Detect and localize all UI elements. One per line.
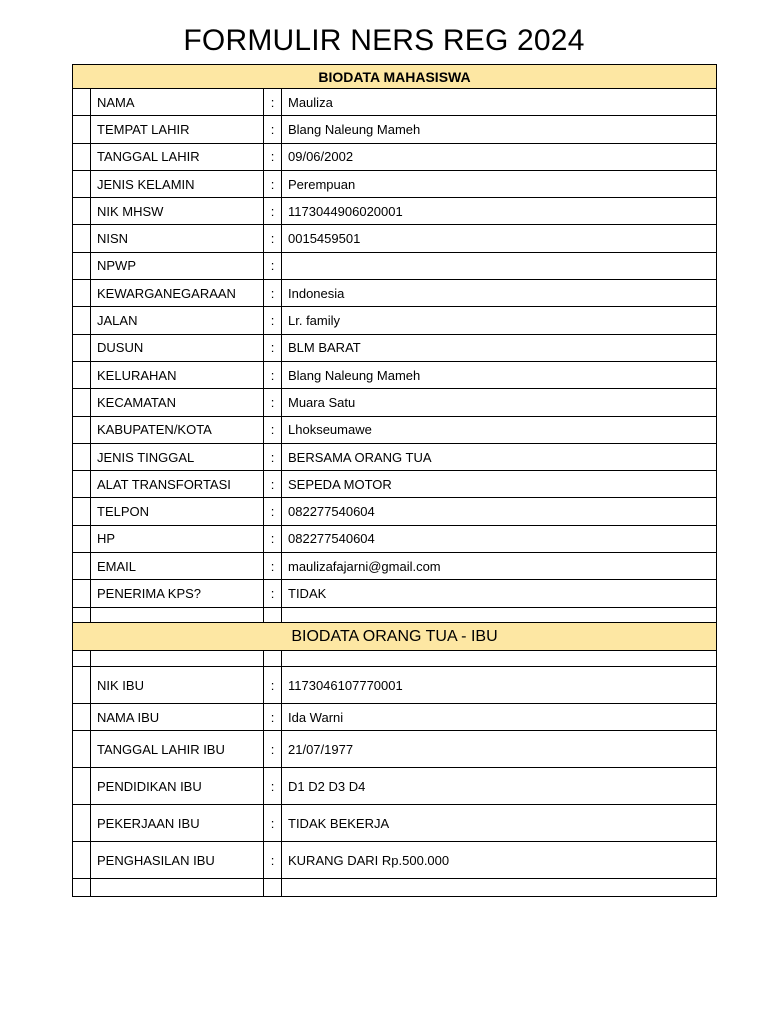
- row-marker-cell: [73, 143, 91, 170]
- field-value: Lr. family: [282, 307, 717, 334]
- separator-colon: :: [264, 842, 282, 879]
- field-value: Mauliza: [282, 89, 717, 116]
- field-label: TANGGAL LAHIR: [91, 143, 264, 170]
- separator-colon: :: [264, 89, 282, 116]
- row-marker-cell: [73, 580, 91, 607]
- field-value: Perempuan: [282, 170, 717, 197]
- field-value: 082277540604: [282, 525, 717, 552]
- field-label: KELURAHAN: [91, 361, 264, 388]
- field-value: 21/07/1977: [282, 731, 717, 768]
- field-label: [91, 879, 264, 897]
- field-value: 082277540604: [282, 498, 717, 525]
- field-value: TIDAK BEKERJA: [282, 805, 717, 842]
- field-label: HP: [91, 525, 264, 552]
- field-value: TIDAK: [282, 580, 717, 607]
- field-label: JENIS KELAMIN: [91, 170, 264, 197]
- student-biodata-table: [72, 64, 717, 626]
- form-row: [73, 307, 717, 334]
- separator-colon: :: [264, 361, 282, 388]
- row-marker-cell: [73, 525, 91, 552]
- row-marker-cell: [73, 553, 91, 580]
- form-row: [73, 805, 717, 842]
- row-marker-cell: [73, 667, 91, 704]
- field-label: JALAN: [91, 307, 264, 334]
- field-label: JENIS TINGGAL: [91, 443, 264, 470]
- separator-colon: :: [264, 731, 282, 768]
- form-row: [73, 731, 717, 768]
- section-heading-student: BIODATA MAHASISWA: [73, 65, 717, 89]
- form-row: [73, 667, 717, 704]
- field-label: NIK IBU: [91, 667, 264, 704]
- field-label: KECAMATAN: [91, 389, 264, 416]
- row-marker-cell: [73, 879, 91, 897]
- separator-colon: :: [264, 768, 282, 805]
- separator-colon: :: [264, 143, 282, 170]
- field-value: [282, 651, 717, 667]
- row-marker-cell: [73, 471, 91, 498]
- separator-colon: :: [264, 252, 282, 279]
- field-label: NISN: [91, 225, 264, 252]
- field-value: Indonesia: [282, 280, 717, 307]
- row-marker-cell: [73, 225, 91, 252]
- row-marker-cell: [73, 307, 91, 334]
- field-label: ALAT TRANSFORTASI: [91, 471, 264, 498]
- field-label: KABUPATEN/KOTA: [91, 416, 264, 443]
- separator-colon: :: [264, 280, 282, 307]
- form-row: [73, 252, 717, 279]
- field-value: Blang Naleung Mameh: [282, 361, 717, 388]
- form-row: [73, 471, 717, 498]
- form-row: [73, 280, 717, 307]
- row-marker-cell: [73, 704, 91, 731]
- separator-colon: :: [264, 553, 282, 580]
- field-value: Muara Satu: [282, 389, 717, 416]
- row-marker-cell: [73, 768, 91, 805]
- form-row: [73, 143, 717, 170]
- separator-colon: :: [264, 667, 282, 704]
- form-row: [73, 334, 717, 361]
- separator-colon: :: [264, 198, 282, 225]
- row-marker-cell: [73, 731, 91, 768]
- form-row: [73, 198, 717, 225]
- field-value: 0015459501: [282, 225, 717, 252]
- field-label: TELPON: [91, 498, 264, 525]
- row-marker-cell: [73, 651, 91, 667]
- field-value: [282, 252, 717, 279]
- form-row: [73, 704, 717, 731]
- field-label: TANGGAL LAHIR IBU: [91, 731, 264, 768]
- field-value: D1 D2 D3 D4: [282, 768, 717, 805]
- row-marker-cell: [73, 198, 91, 225]
- separator-colon: :: [264, 334, 282, 361]
- form-row: [73, 498, 717, 525]
- field-value: 1173044906020001: [282, 198, 717, 225]
- form-row: [73, 389, 717, 416]
- field-label: PENERIMA KPS?: [91, 580, 264, 607]
- separator-colon: :: [264, 805, 282, 842]
- row-marker-cell: [73, 805, 91, 842]
- form-row: [73, 768, 717, 805]
- field-value: KURANG DARI Rp.500.000: [282, 842, 717, 879]
- form-row: [73, 361, 717, 388]
- field-label: TEMPAT LAHIR: [91, 116, 264, 143]
- field-value: 1173046107770001: [282, 667, 717, 704]
- field-label: PEKERJAAN IBU: [91, 805, 264, 842]
- separator-colon: :: [264, 389, 282, 416]
- field-value: BERSAMA ORANG TUA: [282, 443, 717, 470]
- field-label: NAMA: [91, 89, 264, 116]
- form-row: [73, 170, 717, 197]
- field-label: DUSUN: [91, 334, 264, 361]
- blank-row: [73, 651, 717, 667]
- field-value: BLM BARAT: [282, 334, 717, 361]
- form-row: [73, 89, 717, 116]
- field-label: PENGHASILAN IBU: [91, 842, 264, 879]
- blank-row: [73, 879, 717, 897]
- row-marker-cell: [73, 280, 91, 307]
- separator-colon: :: [264, 580, 282, 607]
- form-row: [73, 225, 717, 252]
- field-value: Lhokseumawe: [282, 416, 717, 443]
- separator-colon: :: [264, 225, 282, 252]
- separator-colon: :: [264, 704, 282, 731]
- row-marker-cell: [73, 361, 91, 388]
- field-value: Blang Naleung Mameh: [282, 116, 717, 143]
- form-row: [73, 580, 717, 607]
- form-row: [73, 525, 717, 552]
- row-marker-cell: [73, 252, 91, 279]
- mother-biodata-table: [72, 622, 717, 897]
- separator-colon: :: [264, 116, 282, 143]
- separator-colon: :: [264, 498, 282, 525]
- row-marker-cell: [73, 116, 91, 143]
- field-label: NAMA IBU: [91, 704, 264, 731]
- form-row: [73, 116, 717, 143]
- form-row: [73, 443, 717, 470]
- field-label: NPWP: [91, 252, 264, 279]
- separator-colon: :: [264, 525, 282, 552]
- field-value: [282, 879, 717, 897]
- separator-colon: :: [264, 443, 282, 470]
- field-label: EMAIL: [91, 553, 264, 580]
- row-marker-cell: [73, 842, 91, 879]
- field-label: NIK MHSW: [91, 198, 264, 225]
- row-marker-cell: [73, 416, 91, 443]
- field-value: maulizafajarni@gmail.com: [282, 553, 717, 580]
- separator-colon: [264, 651, 282, 667]
- form-row: [73, 842, 717, 879]
- section-header-row: [73, 65, 717, 89]
- row-marker-cell: [73, 498, 91, 525]
- separator-colon: :: [264, 416, 282, 443]
- row-marker-cell: [73, 89, 91, 116]
- field-value: SEPEDA MOTOR: [282, 471, 717, 498]
- section-heading-mother: BIODATA ORANG TUA - IBU: [73, 623, 717, 651]
- row-marker-cell: [73, 443, 91, 470]
- field-label: KEWARGANEGARAAN: [91, 280, 264, 307]
- separator-colon: :: [264, 170, 282, 197]
- row-marker-cell: [73, 170, 91, 197]
- field-label: [91, 651, 264, 667]
- separator-colon: [264, 879, 282, 897]
- separator-colon: :: [264, 307, 282, 334]
- field-value: 09/06/2002: [282, 143, 717, 170]
- row-marker-cell: [73, 389, 91, 416]
- field-value: Ida Warni: [282, 704, 717, 731]
- form-title: FORMULIR NERS REG 2024: [183, 24, 585, 57]
- section-header-row: [73, 623, 717, 651]
- separator-colon: :: [264, 471, 282, 498]
- form-row: [73, 553, 717, 580]
- form-row: [73, 416, 717, 443]
- row-marker-cell: [73, 334, 91, 361]
- field-label: PENDIDIKAN IBU: [91, 768, 264, 805]
